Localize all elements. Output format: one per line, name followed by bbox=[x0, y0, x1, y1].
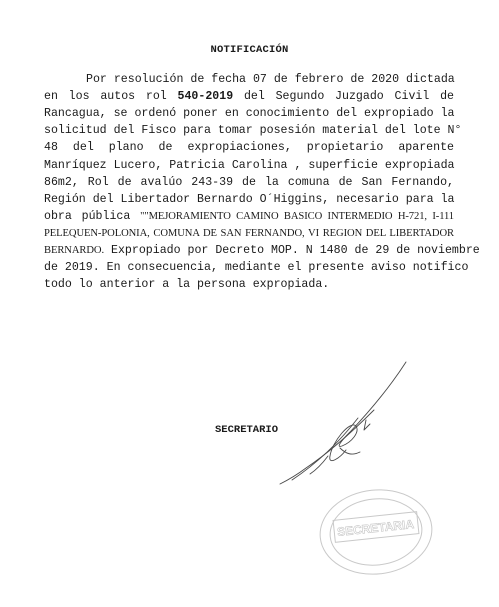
body-line bbox=[44, 227, 454, 241]
body-line bbox=[86, 73, 454, 87]
project-name-text: BERNARDO. bbox=[44, 245, 105, 256]
handwritten-signature bbox=[270, 360, 410, 490]
body-line bbox=[44, 210, 454, 224]
body-text-segment: del Segundo Juzgado Civil de bbox=[233, 90, 454, 104]
body-line bbox=[44, 193, 454, 207]
body-text-segment: Por resolución de fecha 07 de febrero de 2020 dictada bbox=[86, 73, 455, 86]
body-text-segment: solicitud del Fisco para tomar posesión material del lote N° bbox=[44, 124, 462, 138]
body-text-segment: 48 del plano de expropiaciones, propietario aparente bbox=[44, 141, 454, 155]
project-name-text: ""MEJORAMIENTO CAMINO BASICO INTERMEDIO H-721, I-111 bbox=[140, 210, 454, 222]
body-line bbox=[44, 141, 454, 155]
body-text-segment: todo lo anterior a la persona expropiada. bbox=[44, 278, 330, 292]
body-text-segment: Región del Libertador Bernardo O´Higgins, necesario para la bbox=[44, 192, 455, 206]
body-line bbox=[44, 124, 462, 138]
body-text-segment: obra pública bbox=[44, 209, 141, 223]
case-number: 540-2019 bbox=[177, 90, 234, 104]
body-line bbox=[44, 159, 454, 173]
body-line bbox=[44, 176, 454, 190]
document-title: NOTIFICACIÓN bbox=[210, 44, 289, 56]
body-text-segment: en los autos rol bbox=[44, 90, 178, 104]
secretary-label: SECRETARIO bbox=[215, 424, 279, 436]
body-line bbox=[44, 107, 454, 121]
body-text-segment: Rancagua, se ordenó poner en conocimiento del expropiado la bbox=[44, 107, 455, 121]
stamp-text: SECRETARIA bbox=[336, 517, 415, 540]
official-stamp bbox=[312, 482, 442, 582]
body-line bbox=[44, 278, 454, 292]
body-text-segment: 86m2, Rol de avalúo 243-39 de la comuna de San Fernando, bbox=[44, 175, 454, 189]
body-line bbox=[44, 261, 469, 275]
project-name-text: PELEQUEN-POLONIA, COMUNA DE SAN FERNANDO, VI REGION DEL LIBERTADOR bbox=[44, 227, 454, 239]
body-text-segment: de 2019. En consecuencia, mediante el presente aviso notifico bbox=[44, 261, 469, 275]
body-text-segment: Expropiado por Decreto MOP. N 1480 de 29 de noviembre bbox=[104, 244, 480, 257]
body-line bbox=[44, 244, 480, 258]
body-line bbox=[44, 90, 454, 104]
body-text-segment: Manríquez Lucero, Patricia Carolina , superficie expropiada bbox=[44, 158, 455, 172]
